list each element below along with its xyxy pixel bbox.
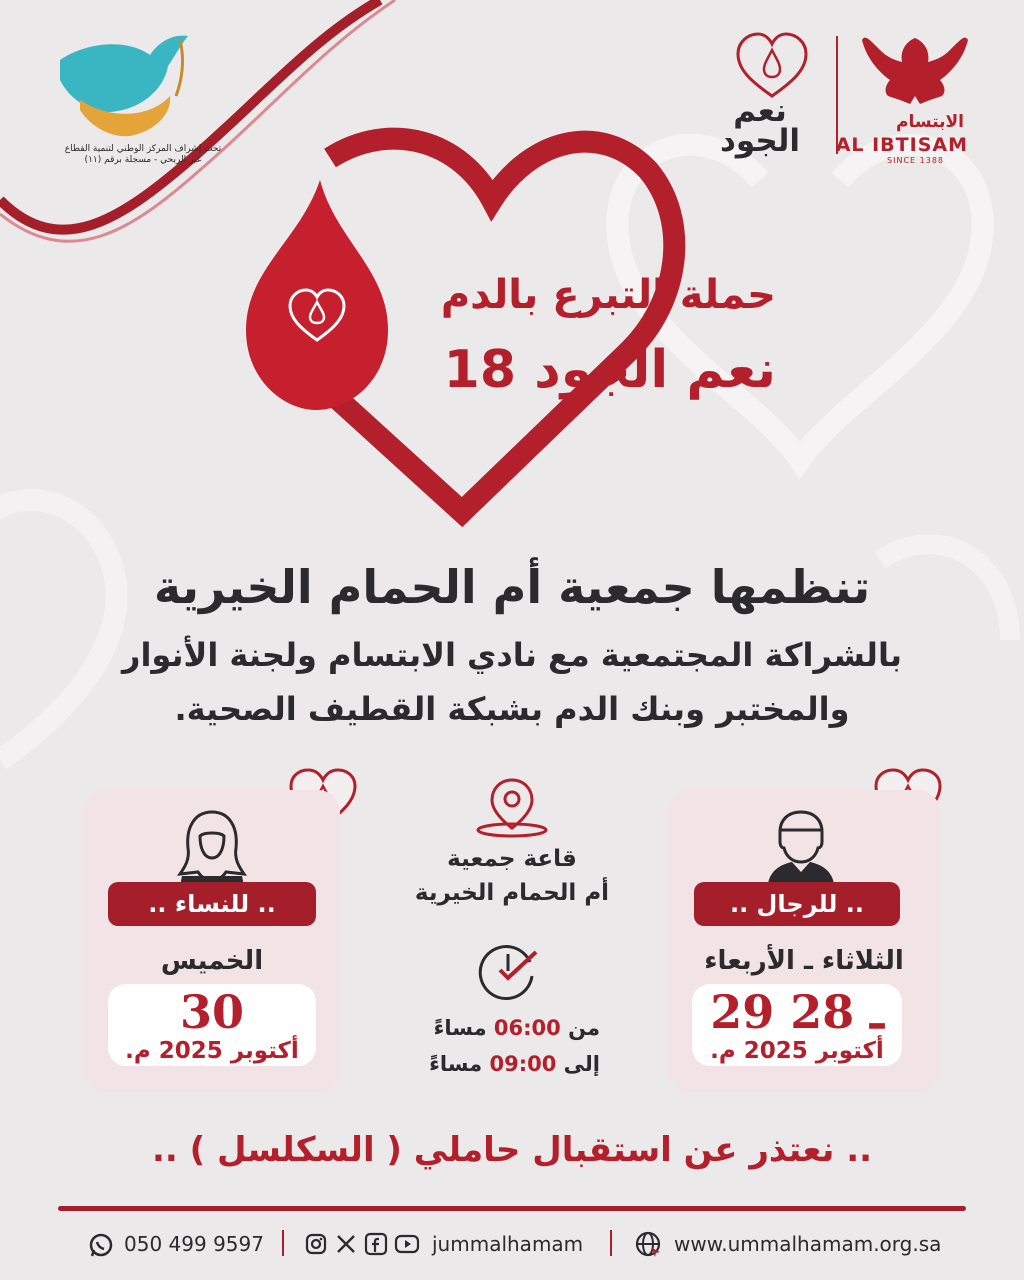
social-handle[interactable]: jummalhamam [432, 1232, 584, 1256]
naam-jood-heart-icon [738, 34, 806, 96]
women-card [84, 790, 340, 1092]
men-label-badge: .. للرجال .. [694, 882, 900, 926]
venue [384, 842, 640, 910]
whatsapp-icon [88, 1232, 114, 1258]
women-label-badge: .. للنساء .. [108, 882, 316, 926]
time-from: 06:00 [493, 1016, 561, 1040]
facebook-icon[interactable] [364, 1232, 388, 1256]
campaign-logo-line1: نعم [733, 93, 787, 129]
men-date-range: 29 ـ 28 [710, 985, 884, 1039]
time-from-label: من [568, 1016, 600, 1040]
brand-since: SINCE 1388 [887, 156, 944, 165]
dove-logo-icon [60, 36, 188, 137]
time-from-suffix: مساءً [433, 1016, 487, 1040]
women-day: الخميس [160, 946, 264, 976]
instagram-icon[interactable] [304, 1232, 328, 1256]
time-from-row [400, 1016, 600, 1040]
red-ribbon-edge [0, 0, 395, 241]
campaign-subtitle: نعم الجود 18 [443, 340, 776, 400]
campaign-title: حملة التبرع بالدم [440, 272, 776, 318]
organizer-partners-line1: بالشراكة المجتمعية مع نادي الابتسام ولجنة الأنوار [122, 636, 902, 674]
campaign-logo-line2: الجود [720, 123, 800, 159]
campaign-logo-text [700, 93, 820, 159]
man-icon [762, 806, 840, 884]
footer-divider [58, 1206, 966, 1211]
organizer-partners-line2: والمختبر وبنك الدم بشبكة القطيف الصحية. [174, 690, 850, 728]
org-logo-caption-line1: تحت إشراف المركز الوطني لتنمية القطاع [64, 144, 222, 154]
footer-separator [610, 1230, 612, 1256]
phone-number[interactable]: 050 499 9597 [124, 1232, 264, 1256]
time-to-suffix: مساءً [429, 1052, 483, 1076]
globe-icon [634, 1230, 662, 1258]
location-pin-icon [472, 776, 552, 838]
venue-line1: قاعة جمعية [447, 846, 577, 872]
women-month: أكتوبر 2025 م. [125, 1038, 299, 1064]
woman-icon [172, 806, 252, 886]
falcon-logo-icon [862, 38, 968, 104]
time-to-label: إلى [563, 1052, 600, 1076]
men-days: الثلاثاء ـ الأربعاء [704, 946, 904, 976]
time-to-row [400, 1052, 600, 1076]
website-link[interactable]: www.ummalhamam.org.sa [674, 1232, 942, 1256]
org-logo-caption [38, 144, 248, 166]
time-to: 09:00 [489, 1052, 557, 1076]
organizer-heading: تنظمها جمعية أم الحمام الخيرية [153, 560, 871, 614]
women-date: 30 [179, 985, 244, 1039]
women-date-box [108, 984, 316, 1066]
brand-name-english: AL IBTISAM [835, 134, 968, 156]
youtube-icon[interactable] [394, 1232, 420, 1256]
brand-name-arabic: الابتسام [896, 112, 964, 132]
men-date-box [692, 984, 902, 1066]
org-logo-caption-line2: غير الربحي - مسجلة برقم (١١) [84, 155, 202, 165]
venue-line2: أم الحمام الخيرية [414, 880, 610, 906]
footer-separator [282, 1230, 284, 1256]
clock-check-icon [474, 940, 546, 1002]
men-card [668, 790, 940, 1092]
x-icon[interactable] [334, 1232, 358, 1256]
men-month: أكتوبر 2025 م. [710, 1038, 884, 1064]
apology-notice: .. نعتذر عن استقبال حاملي ( السكلسل ) .. [151, 1130, 873, 1170]
